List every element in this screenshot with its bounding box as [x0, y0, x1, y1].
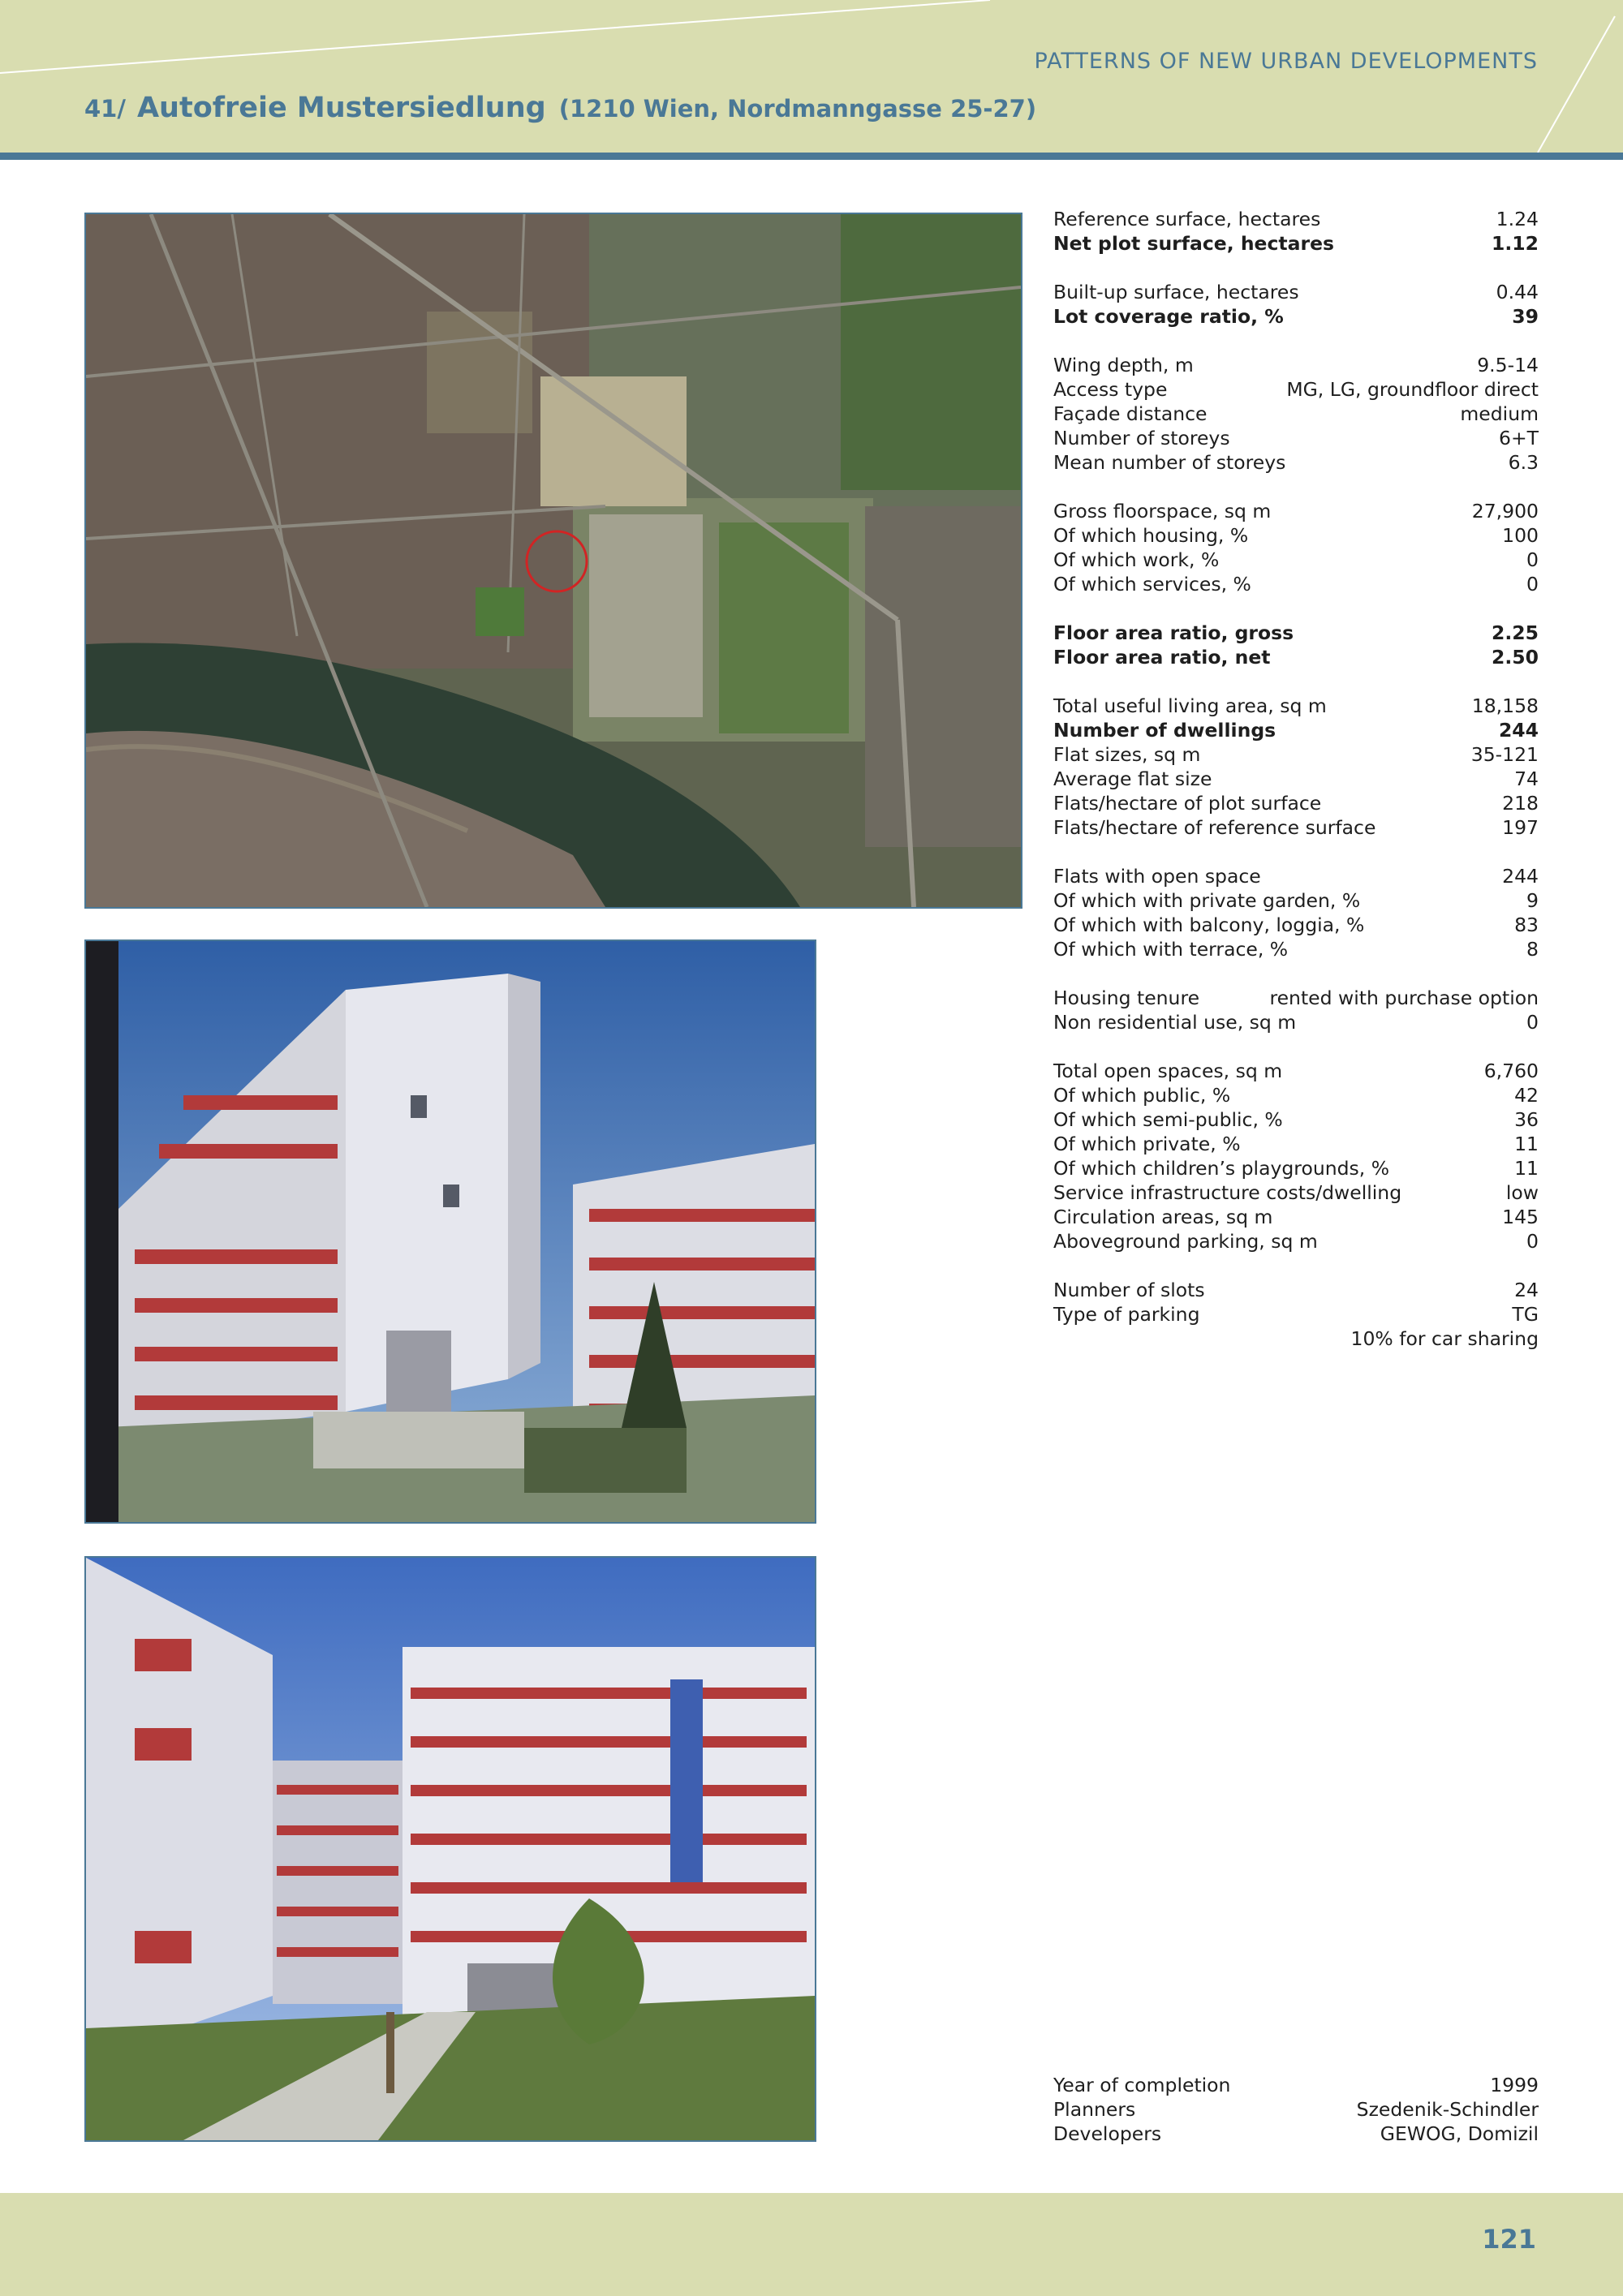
stat-aboveground-parking	[1053, 1229, 1539, 1253]
stat-label: Access type	[1053, 378, 1168, 401]
project-number: 41/	[84, 95, 126, 123]
stat-label: Of which with terrace, %	[1053, 938, 1289, 961]
stat-label: Façade distance	[1053, 402, 1208, 425]
stat-label: Reference surface, hectares	[1053, 208, 1321, 230]
credit-developers	[1053, 2122, 1539, 2146]
stat-car-sharing-note	[1053, 1326, 1539, 1351]
stat-facade-distance	[1053, 402, 1539, 426]
stat-far-net	[1053, 645, 1539, 669]
stat-mean-storeys	[1053, 450, 1539, 475]
stat-label: Service infrastructure costs/dwelling	[1053, 1181, 1402, 1204]
credit-year-of-completion	[1053, 2073, 1539, 2097]
stat-built-up-surface	[1053, 280, 1539, 304]
stat-terrace	[1053, 937, 1539, 961]
stat-label: Of which children’s playgrounds, %	[1053, 1157, 1390, 1180]
header-band	[0, 0, 1623, 153]
header-rule	[0, 153, 1623, 160]
stat-access-type	[1053, 377, 1539, 402]
project-address: (1210 Wien, Nordmanngasse 25-27)	[558, 95, 1037, 123]
stat-value: TG	[1512, 1303, 1539, 1326]
stat-semi-public-pct	[1053, 1107, 1539, 1132]
stat-value: 2.25	[1492, 621, 1539, 644]
footer-band	[0, 2193, 1623, 2296]
stat-playgrounds-pct	[1053, 1156, 1539, 1180]
stat-label: Aboveground parking, sq m	[1053, 1230, 1318, 1253]
stat-value: MG, LG, groundfloor direct	[1286, 378, 1539, 401]
stat-value: 6+T	[1499, 427, 1539, 449]
stat-label: Type of parking	[1053, 1303, 1200, 1326]
stat-balcony-loggia	[1053, 913, 1539, 937]
stat-value: 18,158	[1471, 694, 1539, 717]
stat-label: Built-up surface, hectares	[1053, 281, 1299, 303]
stat-value: 197	[1502, 816, 1539, 839]
stat-label: Wing depth, m	[1053, 354, 1194, 376]
stat-flats-open-space	[1053, 864, 1539, 888]
page-title	[84, 92, 1036, 124]
stat-flat-sizes	[1053, 742, 1539, 767]
stat-value: 145	[1502, 1206, 1539, 1228]
stat-label: Floor area ratio, gross	[1053, 621, 1294, 644]
stat-dwellings	[1053, 718, 1539, 742]
stat-value: 1.12	[1492, 232, 1539, 255]
stat-net-plot-surface	[1053, 231, 1539, 256]
stat-value: 0	[1526, 548, 1539, 571]
stat-wing-depth	[1053, 353, 1539, 377]
stat-label: Floor area ratio, net	[1053, 646, 1271, 669]
stat-value: 0	[1526, 1230, 1539, 1253]
credit-value: Szedenik-Schindler	[1356, 2098, 1539, 2121]
stat-label: Non residential use, sq m	[1053, 1011, 1297, 1034]
stat-label: Of which housing, %	[1053, 524, 1249, 547]
stat-label: Of which with balcony, loggia, %	[1053, 914, 1365, 936]
credit-label: Developers	[1053, 2122, 1162, 2145]
stat-value: 100	[1502, 524, 1539, 547]
stat-lot-coverage	[1053, 304, 1539, 329]
project-statistics	[1053, 207, 1539, 1351]
stat-label: Number of dwellings	[1053, 719, 1276, 742]
stat-value: 244	[1498, 719, 1539, 742]
stat-value: 2.50	[1492, 646, 1539, 669]
stat-value: low	[1505, 1181, 1539, 1204]
stat-value: 0	[1526, 1011, 1539, 1034]
stat-label: Gross floorspace, sq m	[1053, 500, 1272, 522]
stat-label: Average flat size	[1053, 767, 1212, 790]
stat-value: 9	[1526, 889, 1539, 912]
stat-housing-pct	[1053, 523, 1539, 548]
stat-value: 10% for car sharing	[1350, 1327, 1539, 1350]
stat-label: Of which with private garden, %	[1053, 889, 1361, 912]
stat-housing-tenure	[1053, 986, 1539, 1010]
project-name: Autofreie Mustersiedlung	[136, 92, 546, 124]
stat-label: Mean number of storeys	[1053, 451, 1286, 474]
stat-value: 0	[1526, 573, 1539, 595]
stat-type-of-parking	[1053, 1302, 1539, 1326]
page-number: 121	[1482, 2224, 1536, 2255]
stat-label: Net plot surface, hectares	[1053, 232, 1335, 255]
stat-label: Of which public, %	[1053, 1084, 1231, 1107]
stat-value: 218	[1502, 792, 1539, 815]
stat-average-flat-size	[1053, 767, 1539, 791]
stat-label: Number of storeys	[1053, 427, 1230, 449]
credit-value: 1999	[1490, 2074, 1539, 2096]
stat-private-garden	[1053, 888, 1539, 913]
stat-label: Total useful living area, sq m	[1053, 694, 1327, 717]
stat-value: medium	[1460, 402, 1539, 425]
stat-label: Of which semi-public, %	[1053, 1108, 1283, 1131]
stat-work-pct	[1053, 548, 1539, 572]
stat-value: 35-121	[1470, 743, 1539, 766]
stat-value: 27,900	[1471, 500, 1539, 522]
stat-private-pct	[1053, 1132, 1539, 1156]
project-credits	[1053, 2073, 1539, 2146]
stat-value: 83	[1514, 914, 1539, 936]
stat-storeys	[1053, 426, 1539, 450]
stat-value: 36	[1514, 1108, 1539, 1131]
stat-value: 42	[1514, 1084, 1539, 1107]
stat-services-pct	[1053, 572, 1539, 596]
stat-label: Of which private, %	[1053, 1133, 1241, 1155]
stat-label: Number of slots	[1053, 1279, 1205, 1301]
stat-label: Flats/hectare of plot surface	[1053, 792, 1322, 815]
stat-gross-floorspace	[1053, 499, 1539, 523]
stat-label: Of which services, %	[1053, 573, 1251, 595]
stat-value: 6.3	[1508, 451, 1539, 474]
stat-value: 6,760	[1483, 1060, 1539, 1082]
stat-value: 74	[1514, 767, 1539, 790]
stat-value: 11	[1514, 1157, 1539, 1180]
credit-planners	[1053, 2097, 1539, 2122]
stat-value: 9.5-14	[1477, 354, 1539, 376]
header-decoration-lines	[0, 0, 1623, 153]
stat-value: 0.44	[1496, 281, 1539, 303]
stat-infrastructure-costs	[1053, 1180, 1539, 1205]
stat-flats-per-hectare-plot	[1053, 791, 1539, 815]
credit-label: Planners	[1053, 2098, 1136, 2121]
credit-value: GEWOG, Domizil	[1380, 2122, 1539, 2145]
building-courtyard-photo-2	[84, 1556, 816, 2142]
stat-value: 1.24	[1496, 208, 1539, 230]
stat-label: Of which work, %	[1053, 548, 1220, 571]
stat-flats-per-hectare-reference	[1053, 815, 1539, 840]
credit-label: Year of completion	[1053, 2074, 1231, 2096]
stat-label: Flats with open space	[1053, 865, 1261, 888]
stat-label: Flat sizes, sq m	[1053, 743, 1201, 766]
stat-circulation-areas	[1053, 1205, 1539, 1229]
stat-non-residential-use	[1053, 1010, 1539, 1034]
series-title: PATTERNS OF NEW URBAN DEVELOPMENTS	[1034, 49, 1538, 74]
stat-number-of-slots	[1053, 1278, 1539, 1302]
stat-label: Lot coverage ratio, %	[1053, 305, 1284, 328]
stat-label: Circulation areas, sq m	[1053, 1206, 1273, 1228]
stat-label: Housing tenure	[1053, 987, 1200, 1009]
stat-label: Flats/hectare of reference surface	[1053, 816, 1376, 839]
stat-value: 39	[1512, 305, 1539, 328]
stat-value: rented with purchase option	[1269, 987, 1539, 1009]
stat-value: 11	[1514, 1133, 1539, 1155]
stat-value: 244	[1502, 865, 1539, 888]
building-courtyard-photo-1	[84, 939, 816, 1524]
stat-public-pct	[1053, 1083, 1539, 1107]
stat-living-area	[1053, 694, 1539, 718]
stat-reference-surface	[1053, 207, 1539, 231]
stat-far-gross	[1053, 621, 1539, 645]
aerial-photo	[84, 213, 1022, 909]
stat-value: 8	[1526, 938, 1539, 961]
stat-value: 24	[1514, 1279, 1539, 1301]
stat-total-open-spaces	[1053, 1059, 1539, 1083]
stat-label: Total open spaces, sq m	[1053, 1060, 1283, 1082]
